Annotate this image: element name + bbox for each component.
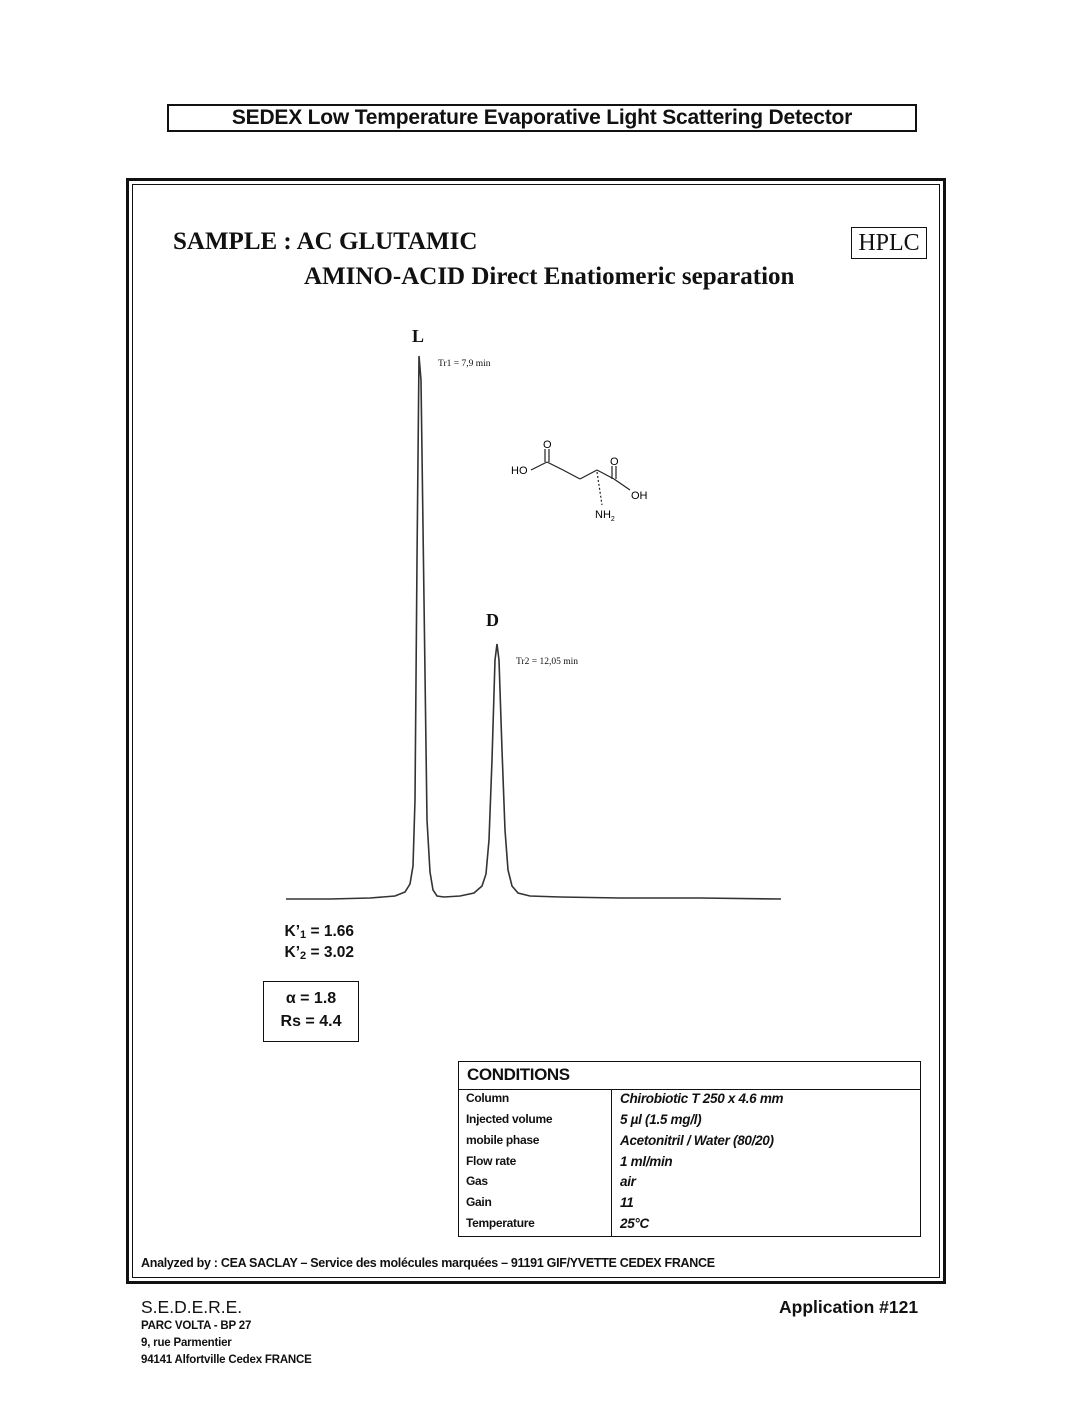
application-number: Application #121 <box>779 1297 919 1317</box>
condition-label-gas: Gas <box>466 1174 488 1188</box>
molecule-nh-text: NH <box>595 509 611 521</box>
condition-label-temperature: Temperature <box>466 1216 535 1230</box>
k1-subscript: 1 <box>300 929 307 941</box>
sample-subtitle: AMINO-ACID Direct Enatiomeric separation <box>304 263 795 290</box>
conditions-title: CONDITIONS <box>467 1065 570 1084</box>
condition-label-gain: Gain <box>466 1195 492 1209</box>
condition-value-flow-rate: 1 ml/min <box>620 1154 673 1169</box>
condition-value-gas: air <box>620 1174 636 1189</box>
molecule-ho-label: HO <box>511 465 528 477</box>
condition-value-injected-volume: 5 µl (1.5 mg/l) <box>620 1112 702 1127</box>
molecule-o-left-label: O <box>543 439 552 451</box>
condition-value-temperature: 25°C <box>620 1216 649 1231</box>
k1-factor <box>262 923 354 941</box>
conditions-divider <box>458 1089 921 1090</box>
conditions-table <box>458 1061 921 1237</box>
sample-title: SAMPLE : AC GLUTAMIC <box>173 228 478 255</box>
k2-subscript: 2 <box>300 950 307 962</box>
selectivity-box <box>263 981 359 1042</box>
alpha-value: α = 1.8 <box>285 990 337 1007</box>
condition-label-mobile-phase: mobile phase <box>466 1133 540 1147</box>
retention-label-1: Tr1 = 7,9 min <box>438 359 491 369</box>
hplc-badge: HPLC <box>851 227 927 259</box>
condition-label-flow-rate: Flow rate <box>466 1154 516 1168</box>
conditions-column-divider <box>611 1089 612 1237</box>
peak-label-l: L <box>412 326 425 346</box>
k2-value: = 3.02 <box>306 944 354 961</box>
page-header-title: SEDEX Low Temperature Evaporative Light Scattering Detector <box>167 104 917 132</box>
address-line-3: 94141 Alfortville Cedex FRANCE <box>141 1354 312 1366</box>
address-line-2: 9, rue Parmentier <box>141 1337 232 1349</box>
condition-label-injected-volume: Injected volume <box>466 1112 553 1126</box>
condition-value-gain: 11 <box>620 1195 634 1210</box>
k2-prefix: K’ <box>284 944 301 961</box>
k1-prefix: K’ <box>284 923 301 940</box>
resolution-value: Rs = 4.4 <box>280 1013 342 1030</box>
k2-factor <box>262 944 354 962</box>
retention-label-2: Tr2 = 12,05 min <box>516 657 579 667</box>
condition-value-mobile-phase: Acetonitril / Water (80/20) <box>620 1133 774 1148</box>
company-name: S.E.D.E.R.E. <box>141 1297 243 1317</box>
analyzed-by-note: Analyzed by : CEA SACLAY – Service des molécules marquées – 91191 GIF/YVETTE CEDEX FRANCE <box>141 1256 715 1270</box>
molecule-oh-label: OH <box>631 490 648 502</box>
k1-value: = 1.66 <box>306 923 354 940</box>
molecule-nh-subscript: 2 <box>610 516 615 523</box>
peak-label-d: D <box>486 610 499 630</box>
condition-label-column: Column <box>466 1091 509 1105</box>
molecule-nh2-label <box>595 509 615 523</box>
address-line-1: PARC VOLTA - BP 27 <box>141 1320 252 1332</box>
condition-value-column: Chirobiotic T 250 x 4.6 mm <box>620 1091 784 1106</box>
molecule-o-right-label: O <box>610 456 619 468</box>
